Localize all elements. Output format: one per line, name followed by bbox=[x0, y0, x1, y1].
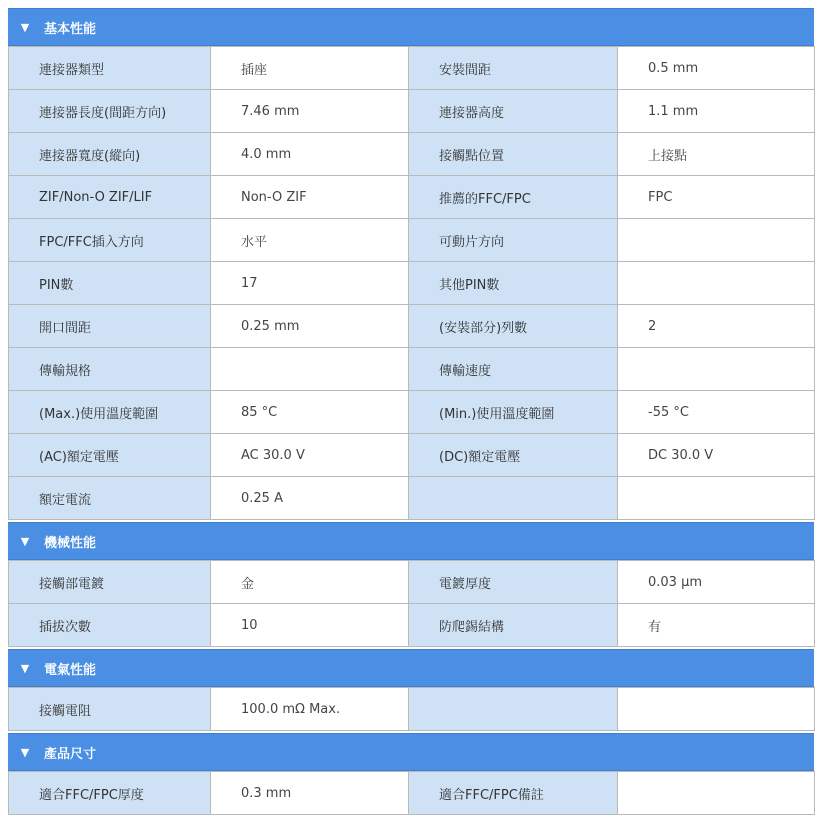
spec-value-cell: 0.5 mm bbox=[618, 47, 815, 90]
spec-tables bbox=[8, 8, 814, 815]
spec-value-cell: 有 bbox=[618, 604, 815, 647]
triangle-down-icon: ▼ bbox=[20, 20, 30, 34]
spec-label-cell: 傳輸速度 bbox=[409, 348, 618, 391]
spec-value-cell: 10 bbox=[211, 604, 409, 647]
triangle-down-icon: ▼ bbox=[20, 661, 30, 675]
spec-value-cell bbox=[618, 477, 815, 520]
section-header-mechanical-performance[interactable] bbox=[8, 522, 814, 560]
spec-value-cell bbox=[618, 688, 815, 731]
spec-label-cell: ZIF/Non-O ZIF/LIF bbox=[9, 176, 211, 219]
spec-table-basic-performance bbox=[8, 46, 815, 520]
spec-label-cell: (DC)額定電壓 bbox=[409, 434, 618, 477]
spec-value-cell: FPC bbox=[618, 176, 815, 219]
section-header-electrical-performance[interactable] bbox=[8, 649, 814, 687]
spec-value-cell bbox=[618, 772, 815, 815]
section-header-basic-performance[interactable] bbox=[8, 8, 814, 46]
spec-label-cell: 推薦的FFC/FPC bbox=[409, 176, 618, 219]
triangle-down-icon: ▼ bbox=[20, 534, 30, 548]
spec-label-cell: 傳輸規格 bbox=[9, 348, 211, 391]
spec-value-cell: -55 °C bbox=[618, 391, 815, 434]
table-row bbox=[9, 348, 815, 391]
spec-value-cell bbox=[211, 348, 409, 391]
spec-label-cell bbox=[409, 688, 618, 731]
table-row bbox=[9, 219, 815, 262]
table-row bbox=[9, 434, 815, 477]
spec-value-cell: 2 bbox=[618, 305, 815, 348]
spec-table-electrical-performance bbox=[8, 687, 815, 731]
spec-table-mechanical-performance bbox=[8, 560, 815, 647]
spec-label-cell: 適合FFC/FPC厚度 bbox=[9, 772, 211, 815]
spec-label-cell: (Max.)使用溫度範圍 bbox=[9, 391, 211, 434]
table-row bbox=[9, 262, 815, 305]
spec-label-cell: 接觸電阻 bbox=[9, 688, 211, 731]
section-title: 基本性能 bbox=[44, 21, 97, 37]
spec-label-cell: (Min.)使用溫度範圍 bbox=[409, 391, 618, 434]
table-row bbox=[9, 561, 815, 604]
section-title: 電氣性能 bbox=[44, 662, 97, 678]
table-row bbox=[9, 90, 815, 133]
spec-value-cell: 17 bbox=[211, 262, 409, 305]
spec-value-cell: 0.25 A bbox=[211, 477, 409, 520]
spec-value-cell: 插座 bbox=[211, 47, 409, 90]
spec-value-cell: 水平 bbox=[211, 219, 409, 262]
spec-value-cell: 金 bbox=[211, 561, 409, 604]
spec-value-cell: 1.1 mm bbox=[618, 90, 815, 133]
spec-label-cell: 防爬錫結構 bbox=[409, 604, 618, 647]
table-row bbox=[9, 772, 815, 815]
spec-label-cell: (AC)額定電壓 bbox=[9, 434, 211, 477]
spec-value-cell: 7.46 mm bbox=[211, 90, 409, 133]
table-row bbox=[9, 133, 815, 176]
spec-value-cell bbox=[618, 219, 815, 262]
spec-label-cell: 適合FFC/FPC備註 bbox=[409, 772, 618, 815]
spec-label-cell: 其他PIN數 bbox=[409, 262, 618, 305]
spec-label-cell: 額定電流 bbox=[9, 477, 211, 520]
spec-label-cell: PIN數 bbox=[9, 262, 211, 305]
spec-label-cell: 插拔次數 bbox=[9, 604, 211, 647]
spec-label-cell: FPC/FFC插入方向 bbox=[9, 219, 211, 262]
section-header-product-dimensions[interactable] bbox=[8, 733, 814, 771]
spec-label-cell: 電鍍厚度 bbox=[409, 561, 618, 604]
table-row bbox=[9, 305, 815, 348]
table-row bbox=[9, 604, 815, 647]
table-row bbox=[9, 176, 815, 219]
spec-value-cell: 0.25 mm bbox=[211, 305, 409, 348]
spec-label-cell: 連接器長度(間距方向) bbox=[9, 90, 211, 133]
spec-value-cell: DC 30.0 V bbox=[618, 434, 815, 477]
spec-label-cell: 接觸部電鍍 bbox=[9, 561, 211, 604]
spec-label-cell: (安裝部分)列數 bbox=[409, 305, 618, 348]
spec-label-cell: 連接器類型 bbox=[9, 47, 211, 90]
spec-value-cell: Non-O ZIF bbox=[211, 176, 409, 219]
spec-value-cell: 85 °C bbox=[211, 391, 409, 434]
table-row bbox=[9, 391, 815, 434]
spec-value-cell: 0.03 µm bbox=[618, 561, 815, 604]
spec-value-cell bbox=[618, 262, 815, 305]
spec-label-cell: 接觸點位置 bbox=[409, 133, 618, 176]
spec-label-cell: 連接器高度 bbox=[409, 90, 618, 133]
spec-label-cell: 安裝間距 bbox=[409, 47, 618, 90]
spec-value-cell bbox=[618, 348, 815, 391]
section-title: 產品尺寸 bbox=[44, 746, 97, 762]
spec-value-cell: 100.0 mΩ Max. bbox=[211, 688, 409, 731]
table-row bbox=[9, 47, 815, 90]
table-row bbox=[9, 477, 815, 520]
section-title: 機械性能 bbox=[44, 535, 97, 551]
triangle-down-icon: ▼ bbox=[20, 745, 30, 759]
spec-value-cell: 0.3 mm bbox=[211, 772, 409, 815]
spec-table-product-dimensions bbox=[8, 771, 815, 815]
spec-value-cell: 上接點 bbox=[618, 133, 815, 176]
spec-label-cell: 開口間距 bbox=[9, 305, 211, 348]
spec-value-cell: AC 30.0 V bbox=[211, 434, 409, 477]
spec-value-cell: 4.0 mm bbox=[211, 133, 409, 176]
spec-label-cell bbox=[409, 477, 618, 520]
table-row bbox=[9, 688, 815, 731]
spec-label-cell: 連接器寬度(縱向) bbox=[9, 133, 211, 176]
spec-label-cell: 可動片方向 bbox=[409, 219, 618, 262]
